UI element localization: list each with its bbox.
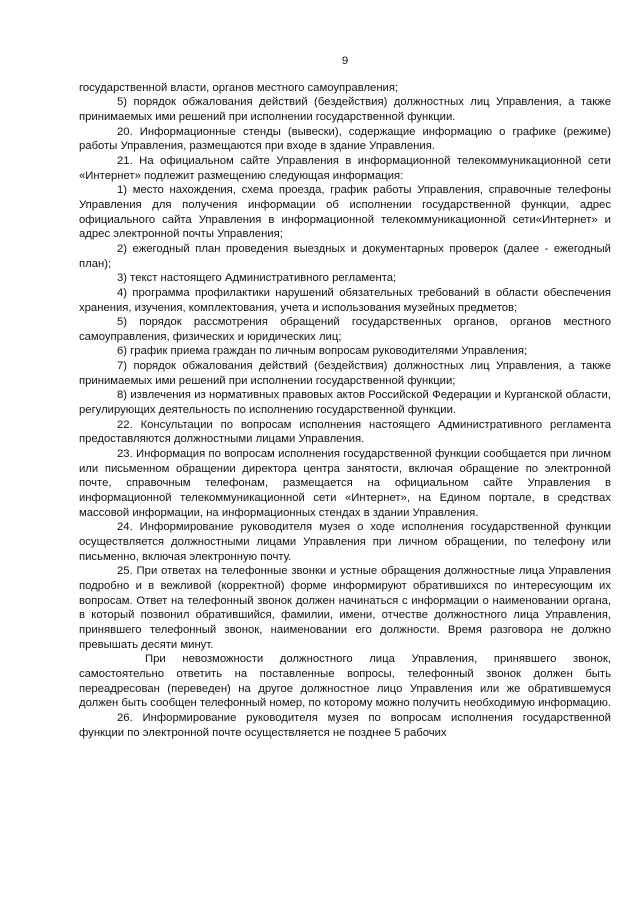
- paragraph-continuation: государственной власти, органов местного самоуправления;: [79, 81, 399, 94]
- paragraph-item-5-appeal: 5) порядок обжалования действий (бездействия) должностных лиц Управления, а также принимаемых ими решений при исполнении государственной функции.: [79, 96, 611, 123]
- paragraph-21-item-1: 1) место нахождения, схема проезда, график работы Управления, справочные телефоны Управления для получения информации об исполнении государственной функции, адрес официального сайта Управления в информационной телекоммуникационной сети«Интернет» и адрес электронной почты Управления;: [79, 184, 611, 241]
- paragraph-22: 22. Консультации по вопросам исполнения настоящего Административного регламента предоставляются должностными лицами Управления.: [79, 418, 611, 446]
- paragraph-21-item-8: 8) извлечения из нормативных правовых актов Российской Федерации и Курганской области, регулирующих деятельность по исполнению государственной функции.: [79, 389, 611, 417]
- document-page: [79, 54, 611, 740]
- paragraph-21: 21. На официальном сайте Управления в информационной телекоммуникационной сети «Интернет» подлежит размещению следующая информация:: [79, 154, 611, 182]
- paragraph-21-item-4: 4) программа профилактики нарушений обязательных требований в области обеспечения хранения, изучения, комплектования, учета и использования музейных предметов;: [79, 286, 611, 314]
- paragraph-25-continuation: При невозможности должностного лица Управления, принявшего звонок, самостоятельно ответить на поставленные вопросы, телефонный звонок должен быть переадресован (переведен) на другое должностное лицо Управления или же обратившемуся должен быть сообщен телефонный номер, по которому можно получить необходимую информацию.: [79, 653, 611, 710]
- page-number: 9: [341, 55, 349, 67]
- paragraph-23: 23. Информация по вопросам исполнения государственной функции сообщается при личном или письменном обращении директора центра занятости, включая обращение по электронной почте, справочным телефонам, размещается на официальном сайте Управления в информационной телекоммуникационной сети «Интернет», на Едином портале, в средствах массовой информации, на информационных стендах в здании Управления.: [79, 448, 611, 519]
- paragraph-24: 24. Информирование руководителя музея о ходе исполнения государственной функции осуществляется должностными лицами Управления при личном обращении, по телефону или письменно, включая электронную почту.: [79, 521, 611, 563]
- paragraph-21-item-7: 7) порядок обжалования действий (бездействия) должностных лиц Управления, а также принимаемых ими решений при исполнении государственной функции;: [79, 360, 611, 387]
- paragraph-21-item-5: 5) порядок рассмотрения обращений государственных органов, органов местного самоуправления, физических и юридических лиц;: [79, 316, 611, 343]
- paragraph-21-item-3: 3) текст настоящего Административного регламента;: [117, 272, 397, 285]
- paragraph-21-item-6: 6) график приема граждан по личным вопросам руководителями Управления;: [117, 345, 528, 358]
- paragraph-20: 20. Информационные стенды (вывески), содержащие информацию о графике (режиме) работы Управления, размещаются при входе в здание Управления.: [79, 125, 611, 153]
- paragraph-26: 26. Информирование руководителя музея по вопросам исполнения государственной функции по электронной почте осуществляется не позднее 5 рабочих: [79, 711, 611, 739]
- paragraph-25: 25. При ответах на телефонные звонки и устные обращения должностные лица Управления подробно и в вежливой (корректной) форме информируют обратившихся по интересующим их вопросам. Ответ на телефонный звонок должен начинаться с информации о наименовании органа, в который позвонил обратившийся, фамилии, имени, отчестве должностного лица Управления, принявшего телефонный звонок, наименовании его должности. Время разговора не должно превышать десяти минут.: [79, 565, 611, 651]
- paragraph-21-item-2: 2) ежегодный план проведения выездных и документарных проверок (далее - ежегодный план);: [79, 242, 611, 270]
